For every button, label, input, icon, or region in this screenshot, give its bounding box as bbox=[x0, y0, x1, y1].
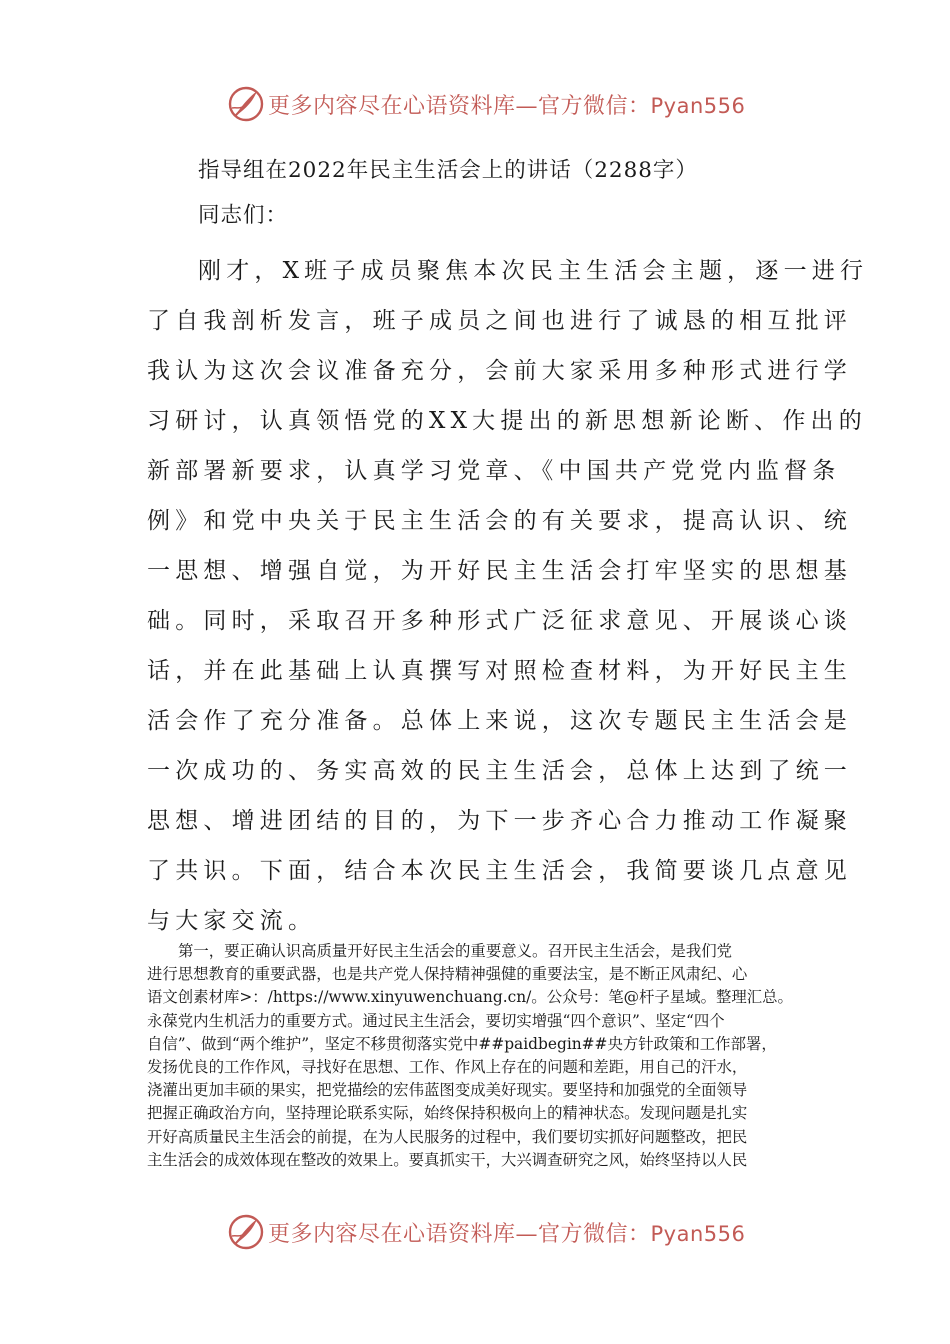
footer-watermark-banner bbox=[226, 1210, 745, 1254]
banner-wechat-id: Pyan556 bbox=[650, 93, 746, 118]
text-line: 一次成功的、务实高效的民主生活会，总体上达到了统一 bbox=[147, 758, 852, 784]
banner-text bbox=[268, 89, 745, 120]
text-line: 把握正确政治方向，坚持理论联系实际，始终保持积极向上的精神状态。发现问题是扎实 bbox=[147, 1104, 748, 1123]
text-line: 语文创素材库>：/https://www.xinyuwenchuang.cn/。公众号：笔@杆子星域。整理汇总。 bbox=[147, 988, 793, 1007]
text-line: 了自我剖析发言，班子成员之间也进行了诚恳的相互批评 bbox=[147, 308, 852, 334]
salutation: 同志们： bbox=[198, 203, 289, 228]
text-line: 思想、增进团结的目的，为下一步齐心合力推动工作凝聚 bbox=[147, 808, 852, 834]
section-one-paragraph bbox=[147, 940, 817, 1172]
document-title: 指导组在2022年民主生活会上的讲话（2288字） bbox=[198, 158, 698, 183]
intro-paragraph bbox=[147, 246, 869, 946]
banner-text-cn: 更多内容尽在心语资料库—官方微信： bbox=[268, 93, 651, 119]
text-line: 与大家交流。 bbox=[147, 908, 317, 934]
text-line: 主生活会的成效体现在整改的效果上。要真抓实干，大兴调查研究之风，始终坚持以人民 bbox=[147, 1150, 748, 1169]
banner-wechat-id: Pyan556 bbox=[650, 1221, 746, 1246]
quill-pen-logo-icon bbox=[226, 84, 266, 124]
text-line: 础。同时，采取召开多种形式广泛征求意见、开展谈心谈 bbox=[147, 608, 852, 634]
text-line: 开好高质量民主生活会的前提，在为人民服务的过程中，我们要切实抓好问题整改，把民 bbox=[147, 1127, 748, 1146]
banner-text bbox=[268, 1217, 745, 1248]
text-line: 刚才，X班子成员聚焦本次民主生活会主题，逐一进行 bbox=[198, 258, 869, 284]
text-line: 新部署新要求，认真学习党章、《中国共产党党内监督条 bbox=[147, 458, 841, 484]
banner-text-cn: 更多内容尽在心语资料库—官方微信： bbox=[268, 1221, 651, 1247]
text-line: 发扬优良的工作作风，寻找好在思想、工作、作风上存在的问题和差距，用自己的汗水， bbox=[147, 1057, 748, 1076]
text-line: 活会作了充分准备。总体上来说，这次专题民主生活会是 bbox=[147, 708, 852, 734]
text-line: 了共识。下面，结合本次民主生活会，我简要谈几点意见 bbox=[147, 858, 852, 884]
header-watermark-banner bbox=[226, 82, 745, 126]
quill-pen-logo-icon bbox=[226, 1212, 266, 1252]
text-line: 话，并在此基础上认真撰写对照检查材料，为开好民主生 bbox=[147, 658, 852, 684]
text-line: 我认为这次会议准备充分，会前大家采用多种形式进行学 bbox=[147, 358, 852, 384]
text-line: 例》和党中央关于民主生活会的有关要求，提高认识、统 bbox=[147, 508, 852, 534]
text-line: 永葆党内生机活力的重要方式。通过民主生活会，要切实增强“四个意识”、坚定“四个 bbox=[147, 1011, 725, 1030]
text-line: 进行思想教育的重要武器，也是共产党人保持精神强健的重要法宝，是不断正风肃纪、心 bbox=[147, 965, 748, 984]
text-line: 习研讨，认真领悟党的XX大提出的新思想新论断、作出的 bbox=[147, 408, 867, 434]
text-line: 一思想、增强自觉，为开好民主生活会打牢坚实的思想基 bbox=[147, 558, 852, 584]
text-line: 浇灌出更加丰硕的果实，把党描绘的宏伟蓝图变成美好现实。要坚持和加强党的全面领导 bbox=[147, 1081, 748, 1100]
text-line: 第一，要正确认识高质量开好民主生活会的重要意义。召开民主生活会，是我们党 bbox=[178, 942, 733, 960]
text-line: 自信”、做到“两个维护”，坚定不移贯彻落实党中##paidbegin##央方针政策和工作部署， bbox=[147, 1034, 777, 1053]
